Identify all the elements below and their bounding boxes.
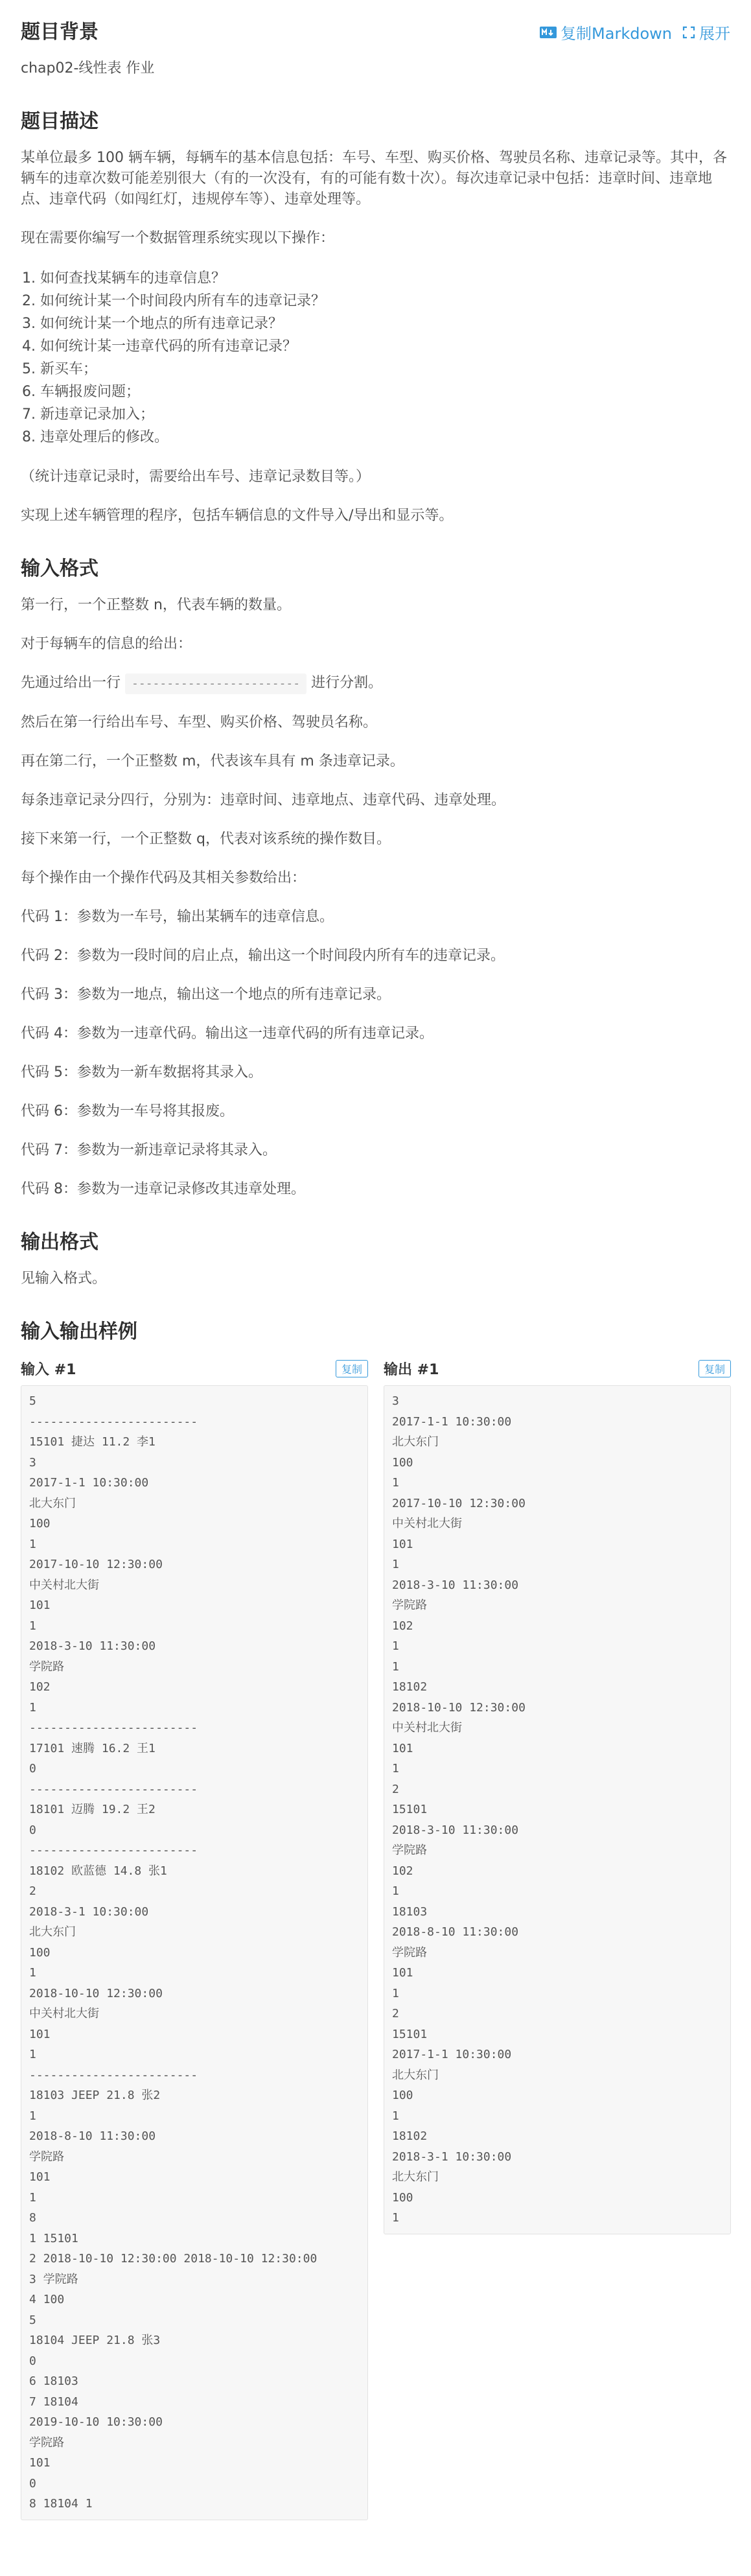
op-code-5: 代码 5：参数为一新车数据将其录入。 <box>21 1064 262 1081</box>
op-code-6: 代码 6：参数为一车号将其报废。 <box>21 1103 234 1119</box>
description-p1: 某单位最多 100 辆车辆，每辆车的基本信息包括：车号、车型、购买价格、驾驶员名称、违章记录等。其中，各辆车的违章次数可能差别很大（有的一次没有，有的可能有数十次）。每次违章记录中包括：违章时间、违章地点、违章代码（如闯红灯，违规停车等）、违章处理等。 <box>21 150 727 207</box>
list-item: 3. 如何统计某一个地点的所有违章记录？ <box>40 312 730 335</box>
list-item: 5. 新买车； <box>40 358 730 381</box>
input-format-p7: 接下来第一行，一个正整数 q，代表对该系统的操作数目。 <box>21 831 391 847</box>
description-title: 题目描述 <box>21 110 98 133</box>
background-text: chap02-线性表 作业 <box>21 60 155 76</box>
sample-input-box: 5 ------------------------ 15101 捷达 11.2 李1 3 2017-1-1 10:30:00 北大东门 100 1 2017-10-10 12:30:00 中关村北大街 101 1 2018-3-10 11:30:00 学院路 102 1 ------------------------ 17101 速腾 16.2 王1 0 ------------------------ 18101 迈腾 19.2 王2 0 ------------------------ 18102 欧蓝德 14.8 张1 2 2018-3-1 10:30:00 北大东门 100 1 2018-10-10 12:30:00 中关村北大街 101 1 ------------------------ 18103 JEEP 21.8 张2 1 2018-8-10 11:30:00 学院路 101 1 8 1 15101 2 2018-10-10 12:30:00 2018-10-10 12:30:00 3 学院路 4 100 5 18104 JEEP 21.8 张3 0 6 18103 7 18104 2019-10-10 10:30:00 学院路 101 0 8 18104 1 <box>21 1385 368 2520</box>
operations-list <box>21 267 730 449</box>
expand-icon <box>682 26 695 39</box>
input-format-p6: 每条违章记录分四行，分别为：违章时间、违章地点、违章代码、违章处理。 <box>21 792 506 808</box>
sample-input-column <box>21 1358 368 2520</box>
list-item: 7. 新违章记录加入； <box>40 403 730 426</box>
op-code-2: 代码 2：参数为一段时间的启止点，输出这一个时间段内所有车的违章记录。 <box>21 948 505 964</box>
sample-output-box: 3 2017-1-1 10:30:00 北大东门 100 1 2017-10-10 12:30:00 中关村北大街 101 1 2018-3-10 11:30:00 学院路 102 1 1 18102 2018-10-10 12:30:00 中关村北大街 101 1 2 15101 2018-3-10 11:30:00 学院路 102 1 18103 2018-8-10 11:30:00 学院路 101 1 2 15101 2017-1-1 10:30:00 北大东门 100 1 18102 2018-3-1 10:30:00 北大东门 100 1 <box>384 1385 731 2234</box>
op-code-3: 代码 3：参数为一地点，输出这一个地点的所有违章记录。 <box>21 987 391 1003</box>
top-actions <box>540 21 730 43</box>
sample-output-column <box>384 1358 731 2520</box>
input-format-section <box>21 555 730 1200</box>
separator-code: ------------------------ <box>125 673 306 694</box>
sample-input-label: 输入 #1 <box>21 1361 76 1378</box>
description-p3: （统计违章记录时，需要给出车号、违章记录数目等。） <box>21 469 371 485</box>
description-p2: 现在需要你编写一个数据管理系统实现以下操作： <box>21 230 335 246</box>
list-item: 8. 违章处理后的修改。 <box>40 426 730 449</box>
expand-button[interactable] <box>682 21 730 43</box>
samples-title: 输入输出样例 <box>21 1320 137 1343</box>
sample-input-header <box>21 1358 368 1379</box>
input-format-p1: 第一行，一个正整数 n，代表车辆的数量。 <box>21 597 291 613</box>
list-item: 6. 车辆报废问题； <box>40 381 730 403</box>
copy-markdown-button[interactable] <box>540 21 672 43</box>
input-format-p2: 对于每辆车的信息的给出： <box>21 636 192 652</box>
markdown-icon <box>540 26 557 39</box>
copy-markdown-label: 复制Markdown <box>560 25 672 43</box>
input-format-p8: 每个操作由一个操作代码及其相关参数给出： <box>21 870 306 886</box>
input-format-p3 <box>21 673 730 694</box>
list-item: 2. 如何统计某一个时间段内所有车的违章记录？ <box>40 290 730 312</box>
op-code-7: 代码 7：参数为一新违章记录将其录入。 <box>21 1142 277 1158</box>
sample-output-label: 输出 #1 <box>384 1361 439 1378</box>
separator-post: 进行分割。 <box>311 675 383 691</box>
description-section <box>21 108 730 526</box>
separator-pre: 先通过给出一行 <box>21 675 121 691</box>
input-format-p4: 然后在第一行给出车号、车型、购买价格、驾驶员名称。 <box>21 714 378 731</box>
expand-label: 展开 <box>699 25 730 43</box>
op-code-8: 代码 8：参数为一违章记录修改其违章处理。 <box>21 1181 305 1197</box>
samples-section <box>21 1318 730 2520</box>
sample-output-header <box>384 1358 731 1379</box>
op-code-4: 代码 4：参数为一违章代码。输出这一违章代码的所有违章记录。 <box>21 1025 433 1042</box>
output-format-section <box>21 1228 730 1289</box>
copy-output-button[interactable]: 复制 <box>699 1360 731 1377</box>
input-format-p5: 再在第二行，一个正整数 m，代表该车具有 m 条违章记录。 <box>21 753 404 769</box>
list-item: 4. 如何统计某一违章代码的所有违章记录？ <box>40 335 730 358</box>
samples-wrap <box>21 1358 731 2520</box>
background-title: 题目背景 <box>21 21 98 43</box>
output-format-title: 输出格式 <box>21 1231 98 1254</box>
op-code-1: 代码 1：参数为一车号，输出某辆车的违章信息。 <box>21 909 334 925</box>
list-item: 1. 如何查找某辆车的违章信息？ <box>40 267 730 290</box>
input-format-title: 输入格式 <box>21 557 98 580</box>
output-format-text: 见输入格式。 <box>21 1270 107 1287</box>
copy-input-button[interactable]: 复制 <box>336 1360 368 1377</box>
description-p4: 实现上述车辆管理的程序，包括车辆信息的文件导入/导出和显示等。 <box>21 508 454 524</box>
